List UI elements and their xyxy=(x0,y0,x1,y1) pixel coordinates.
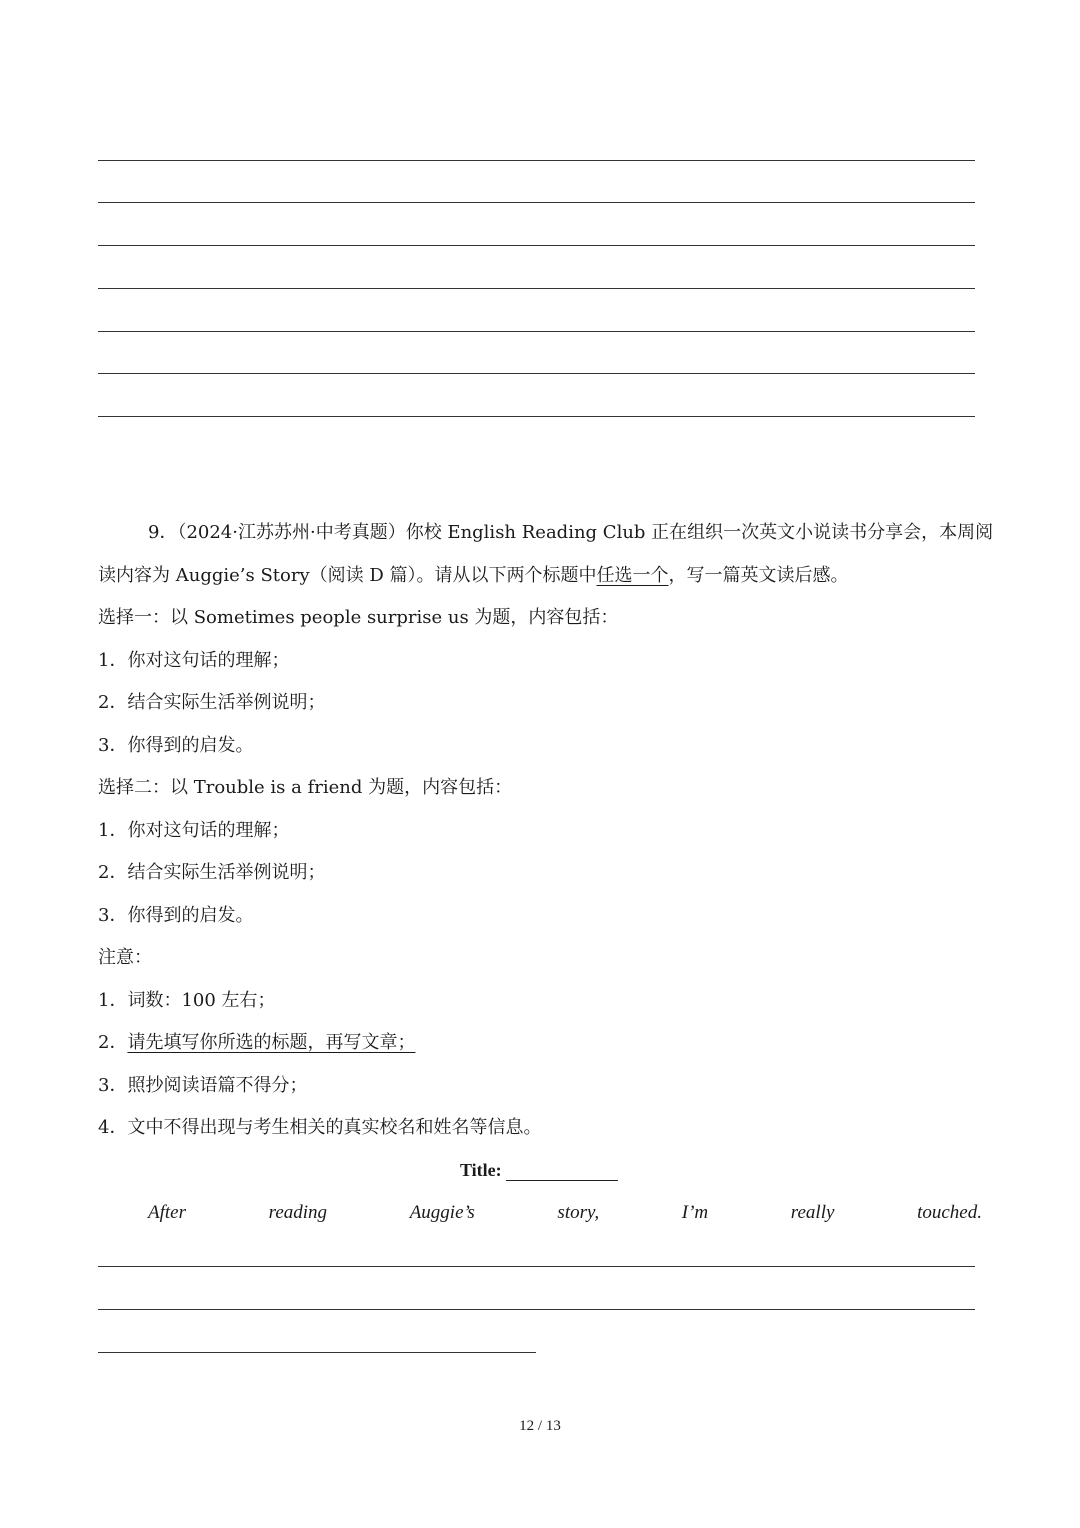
writing-line xyxy=(98,331,975,332)
writing-line xyxy=(98,416,975,417)
page-number: 12 / 13 xyxy=(519,1418,561,1434)
writing-line xyxy=(98,245,975,246)
option-one-item: 3．你得到的启发。 xyxy=(98,735,254,756)
option-one-item: 1．你对这句话的理解； xyxy=(98,650,290,671)
opening-word: I’m xyxy=(681,1202,709,1223)
option-two-item: 2．结合实际生活举例说明； xyxy=(98,862,326,883)
underlined-instruction: 任选一个 xyxy=(596,565,669,586)
writing-line xyxy=(98,202,975,203)
option-two-intro: 选择二：以 Trouble is a friend 为题，内容包括： xyxy=(98,777,513,798)
note-item: 3．照抄阅读语篇不得分； xyxy=(98,1075,308,1096)
option-two-item: 1．你对这句话的理解； xyxy=(98,820,290,841)
question-intro-cont: 读内容为 Auggie’s Story（阅读 D 篇）。请从以下两个标题中任选一个，写一篇英文读后感。 xyxy=(98,565,849,586)
option-one-intro: 选择一：以 Sometimes people surprise us 为题，内容包括： xyxy=(98,607,619,628)
title-label: Title: xyxy=(460,1160,502,1180)
writing-line xyxy=(98,1309,975,1310)
option-one-item: 2．结合实际生活举例说明； xyxy=(98,692,326,713)
writing-line xyxy=(98,288,975,289)
writing-line xyxy=(98,1266,975,1267)
opening-word: touched. xyxy=(917,1202,982,1223)
option-two-item: 3．你得到的启发。 xyxy=(98,905,254,926)
opening-word: reading xyxy=(268,1202,328,1223)
opening-word: really xyxy=(790,1202,835,1223)
opening-word: Auggie’s xyxy=(409,1202,475,1223)
opening-word: After xyxy=(148,1202,186,1223)
writing-line xyxy=(98,373,975,374)
underlined-note: 请先填写你所选的标题，再写文章； xyxy=(127,1032,416,1053)
writing-line xyxy=(98,1352,536,1353)
writing-line xyxy=(98,160,975,161)
note-item: 4．文中不得出现与考生相关的真实校名和姓名等信息。 xyxy=(98,1117,542,1138)
opening-word: story, xyxy=(557,1202,600,1223)
opening-sentence xyxy=(148,1202,982,1224)
question-intro: 9．（2024·江苏苏州·中考真题）你校 English Reading Club 正在组织一次英文小说读书分享会，本周阅 xyxy=(148,522,994,543)
note-item: 1．词数：100 左右； xyxy=(98,990,276,1011)
title-blank xyxy=(506,1160,618,1181)
note-item: 2．请先填写你所选的标题，再写文章； xyxy=(98,1032,416,1053)
notes-label: 注意： xyxy=(98,947,152,968)
essay-title-field xyxy=(460,1160,618,1181)
